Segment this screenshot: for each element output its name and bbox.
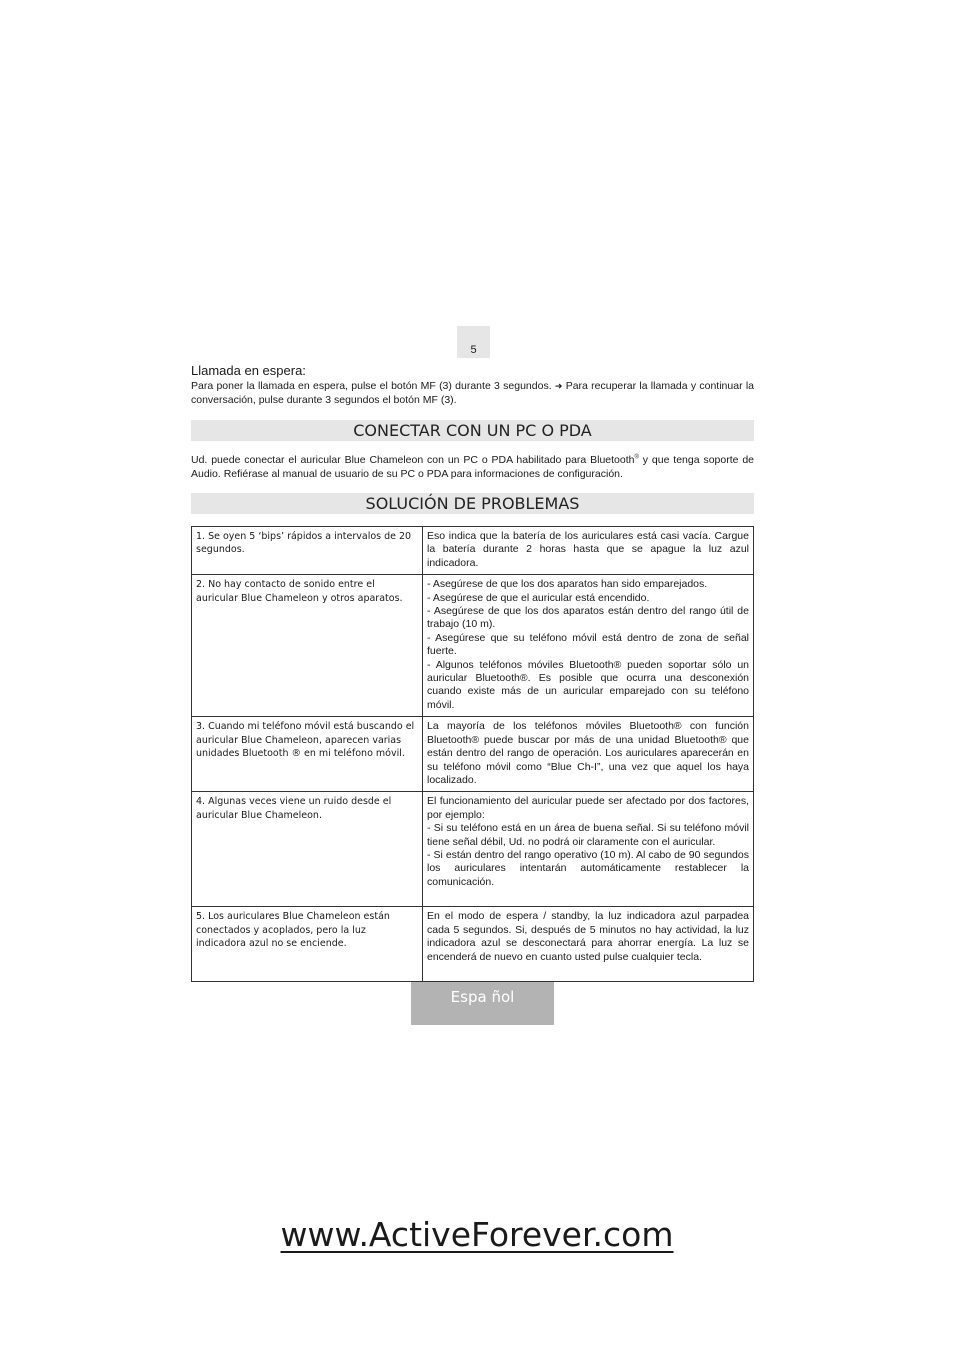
language-tab	[411, 982, 554, 1025]
pc-section-heading	[191, 420, 754, 441]
arrow-icon: ➜	[554, 381, 563, 391]
troubleshooting-heading	[191, 493, 754, 514]
language-tab-label: Espa ñol	[450, 988, 515, 1006]
website-url	[0, 1215, 954, 1254]
main-content	[191, 363, 754, 982]
troubleshooting-table-body	[192, 527, 754, 982]
troubleshooting-table	[191, 526, 754, 982]
solution-cell	[423, 527, 754, 575]
solution-line: - Algunos teléfonos móviles Bluetooth® pueden soportar sólo un auricular Bluetooth®. Es posible que ocurra una desconexión cuando existe más de un auricular emparejado con su teléfono móvil.	[427, 658, 749, 711]
pc-section-text-part1: Ud. puede conectar el auricular Blue Chameleon con un PC o PDA habilitado para Bluetooth	[191, 454, 635, 466]
solution-cell	[423, 907, 754, 982]
problem-cell: 5. Los auriculares Blue Chameleon están conectados y acoplados, pero la luz indicadora azul no se enciende.	[192, 907, 423, 982]
solution-line: Eso indica que la batería de los auriculares está casi vacía. Cargue la batería durante 2 horas hasta que se apague la luz azul indicadora.	[427, 530, 749, 569]
solution-line: - Si su teléfono está en un área de buena señal. Si su teléfono móvil tiene señal débil, Ud. no podrá oir claramente con el auricular.	[427, 822, 749, 848]
table-row	[192, 717, 754, 792]
solution-cell	[423, 792, 754, 907]
call-waiting-text-part2: Para recuperar la llamada y continuar la conversación, pulse durante 3 segundos el botón MF (3).	[191, 380, 755, 406]
website-url-text: www.ActiveForever.com	[280, 1215, 674, 1254]
page-number-text: 5	[470, 344, 477, 356]
solution-line: El funcionamiento del auricular puede ser afectado por dos factores, por ejemplo:	[427, 795, 749, 821]
table-row	[192, 527, 754, 575]
solution-cell	[423, 575, 754, 717]
pc-section-heading-text: CONECTAR CON UN PC O PDA	[353, 421, 592, 440]
page-number	[457, 326, 490, 358]
solution-line: - Asegúrese que su teléfono móvil está dentro de zona de señal fuerte.	[427, 631, 749, 658]
table-row	[192, 575, 754, 717]
registered-mark: ®	[634, 454, 639, 461]
pc-section-text-part2: y que tenga soporte de Audio. Refiérase al manual de usuario de su PC o PDA para informaciones de configuración.	[191, 454, 755, 480]
call-waiting-text-part1: Para poner la llamada en espera, pulse el botón MF (3) durante 3 segundos.	[191, 380, 552, 392]
troubleshooting-heading-text: SOLUCIÓN DE PROBLEMAS	[365, 494, 580, 513]
solution-line: - Si están dentro del rango operativo (10 m). Al cabo de 90 segundos los auriculares intentarán automáticamente restablecer la comunicación.	[427, 848, 749, 888]
pc-section-text	[191, 453, 754, 481]
table-row	[192, 792, 754, 907]
solution-line: - Asegúrese de que los dos aparatos han sido emparejados.	[427, 578, 708, 591]
solution-line: En el modo de espera / standby, la luz indicadora azul parpadea cada 5 segundos. Si, después de 5 minutos no hay actividad, la luz indicadora azul se desconectará para ahorrar energía. La luz se encenderá de nuevo en cuanto usted pulse cualquier tecla.	[427, 910, 749, 963]
solution-line: La mayoría de los teléfonos móviles Bluetooth® con función Bluetooth® puede buscar por más de una unidad Bluetooth® que están dentro del rango de operación. Los auriculares aparecerán en su teléfono móvil como “Blue Ch-I”, una vez que aquel los haya localizado.	[427, 720, 749, 786]
problem-cell: 2. No hay contacto de sonido entre el auricular Blue Chameleon y otros aparatos.	[192, 575, 423, 717]
problem-cell: 1. Se oyen 5 ‘bips’ rápidos a intervalos de 20 segundos.	[192, 527, 423, 575]
table-row	[192, 907, 754, 982]
problem-cell: 3. Cuando mi teléfono móvil está buscando el auricular Blue Chameleon, aparecen varias unidades Bluetooth ® en mi teléfono móvil.	[192, 717, 423, 792]
problem-cell: 4. Algunas veces viene un ruido desde el auricular Blue Chameleon.	[192, 792, 423, 907]
call-waiting-text	[191, 379, 754, 407]
call-waiting-title: Llamada en espera:	[191, 363, 306, 378]
solution-line: - Asegúrese de que el auricular está encendido.	[427, 591, 650, 604]
solution-line: - Asegúrese de que los dos aparatos están dentro del rango útil de trabajo (10 m).	[427, 605, 749, 631]
solution-cell	[423, 717, 754, 792]
